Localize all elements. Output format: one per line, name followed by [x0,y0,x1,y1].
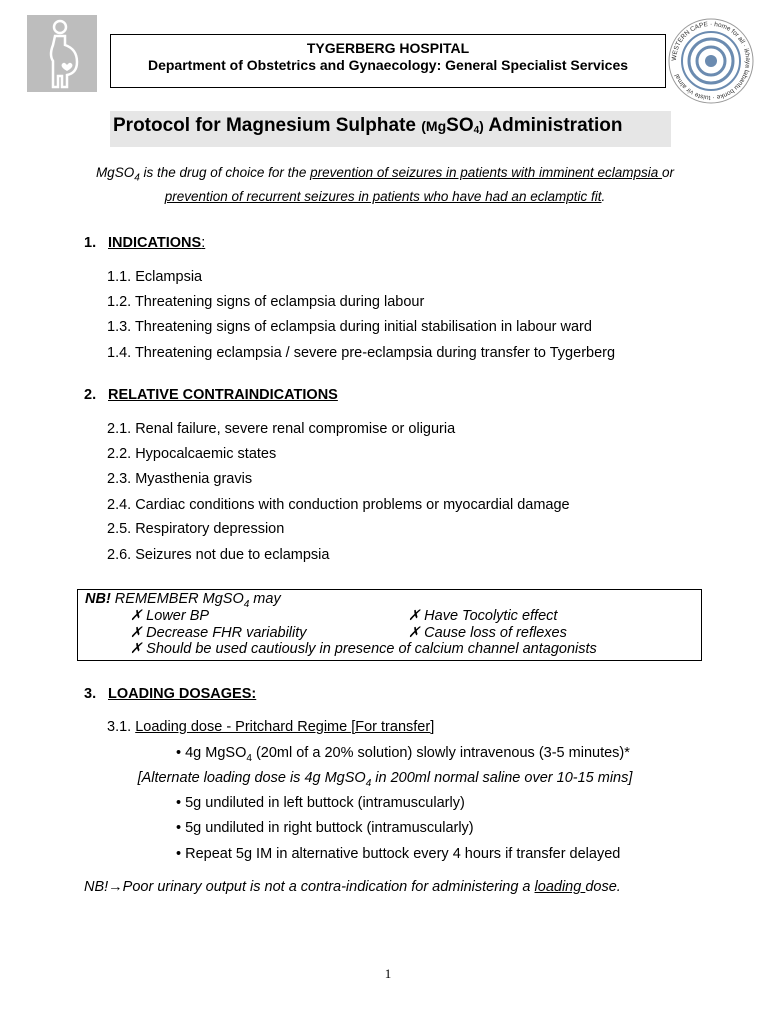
intro-line-2 [40,189,730,204]
title-text: Protocol for Magnesium Sulphate [113,115,422,136]
nb-effect: ✗ Decrease FHR variability [130,625,307,641]
section-loading-heading [84,686,256,702]
list-item: 1.2. Threatening signs of eclampsia during labour [107,294,425,310]
section-colon: : [201,235,206,251]
title-formula-sub: 4 [473,125,480,136]
list-item: • 5g undiluted in left buttock (intramuscularly) [176,795,465,811]
nb-urinary-note [84,879,621,895]
list-item [176,745,630,764]
intro-line-1 [40,165,730,184]
list-item: 2.2. Hypocalcaemic states [107,446,277,462]
nb-label: NB! [84,879,109,895]
intro-drug-sub: 4 [134,172,140,184]
page-number: 1 [384,966,392,981]
nb-remember-text: REMEMBER MgSO [110,591,244,607]
section-title: RELATIVE CONTRAINDICATIONS [108,387,338,403]
section-indications-heading [84,235,205,251]
title-formula-so: SO [446,115,474,136]
bullet-text-end: (20ml of a 20% solution) slowly intravenous (3-5 minutes)* [251,745,630,761]
western-cape-seal-icon [667,17,755,105]
nb-underlined: loading [534,879,586,895]
list-item: 2.5. Respiratory depression [107,521,285,537]
list-item: • 5g undiluted in right buttock (intramuscularly) [176,820,474,836]
svg-text:WESTERN CAPE · home for all ·: WESTERN CAPE · home for all · ikhaya labantu bonke · tuiste vir almal [670,20,752,102]
arrow-right-icon: → [108,879,123,895]
section-number: 2. [84,387,97,403]
nb-warning-box [77,589,702,661]
list-item: 2.6. Seizures not due to eclampsia [107,547,330,563]
subsection-number: 3.1. [107,719,136,735]
intro-or: or [662,165,675,180]
section-title: LOADING DOSAGES: [108,686,257,702]
bullet-text: • 4g MgSO [176,745,247,761]
nb-effect: ✗ Should be used cautiously in presence of calcium channel antagonists [130,641,597,657]
list-item: 2.1. Renal failure, severe renal compromise or oliguria [107,421,456,437]
nb-effect: ✗ Have Tocolytic effect [408,608,558,624]
subsection-title: Loading dose - Pritchard Regime [For transfer] [135,719,435,735]
nb-text: Poor urinary output is not a contra-indication for administering a [122,879,535,895]
list-item: • Repeat 5g IM in alternative buttock every 4 hours if transfer delayed [176,846,621,862]
intro-underlined-2: prevention of recurrent seizures in patients who have had an eclamptic fit [164,189,602,204]
nb-end: dose. [585,879,621,895]
list-item: 2.3. Myasthenia gravis [107,471,253,487]
title-text-end: Administration [483,115,623,136]
department-name: Department of Obstetrics and Gynaecology: General Specialist Services [147,57,629,73]
nb-label: NB! [85,591,111,607]
title-formula: (Mg [421,118,447,134]
list-item: 1.3. Threatening signs of eclampsia during initial stabilisation in labour ward [107,319,592,335]
nb-effect: ✗ Cause loss of reflexes [408,625,567,641]
intro-text: is the drug of choice for the [139,165,311,180]
title-formula-close: ) [479,118,484,134]
hospital-name: TYGERBERG HOSPITAL [306,40,470,56]
intro-drug: MgSO [95,165,135,180]
alt-text-end: in 200ml normal saline over 10-15 mins] [371,770,633,786]
pregnancy-logo-icon [27,15,97,92]
section-title: INDICATIONS [108,235,202,251]
bullet-sub: 4 [246,752,252,764]
intro-underlined-1: prevention of seizures in patients with imminent eclampsia [310,165,663,180]
section-number: 1. [84,235,97,251]
alt-sub: 4 [365,777,372,789]
alt-text: [Alternate loading dose is 4g MgSO [137,770,366,786]
hospital-header [110,34,666,88]
page-title [110,111,671,147]
intro-end: . [601,189,606,204]
alternate-dose-note [40,770,730,789]
nb-remember-end: may [249,591,281,607]
section-number: 3. [84,686,97,702]
nb-remember-sub: 4 [243,598,250,610]
list-item: 2.4. Cardiac conditions with conduction problems or myocardial damage [107,497,570,513]
section-contraindications-heading [84,387,338,403]
list-item: 1.4. Threatening eclampsia / severe pre-eclampsia during transfer to Tygerberg [107,345,616,361]
list-item: 1.1. Eclampsia [107,269,203,285]
loading-subheading [107,719,434,735]
nb-effect: ✗ Lower BP [130,608,210,624]
